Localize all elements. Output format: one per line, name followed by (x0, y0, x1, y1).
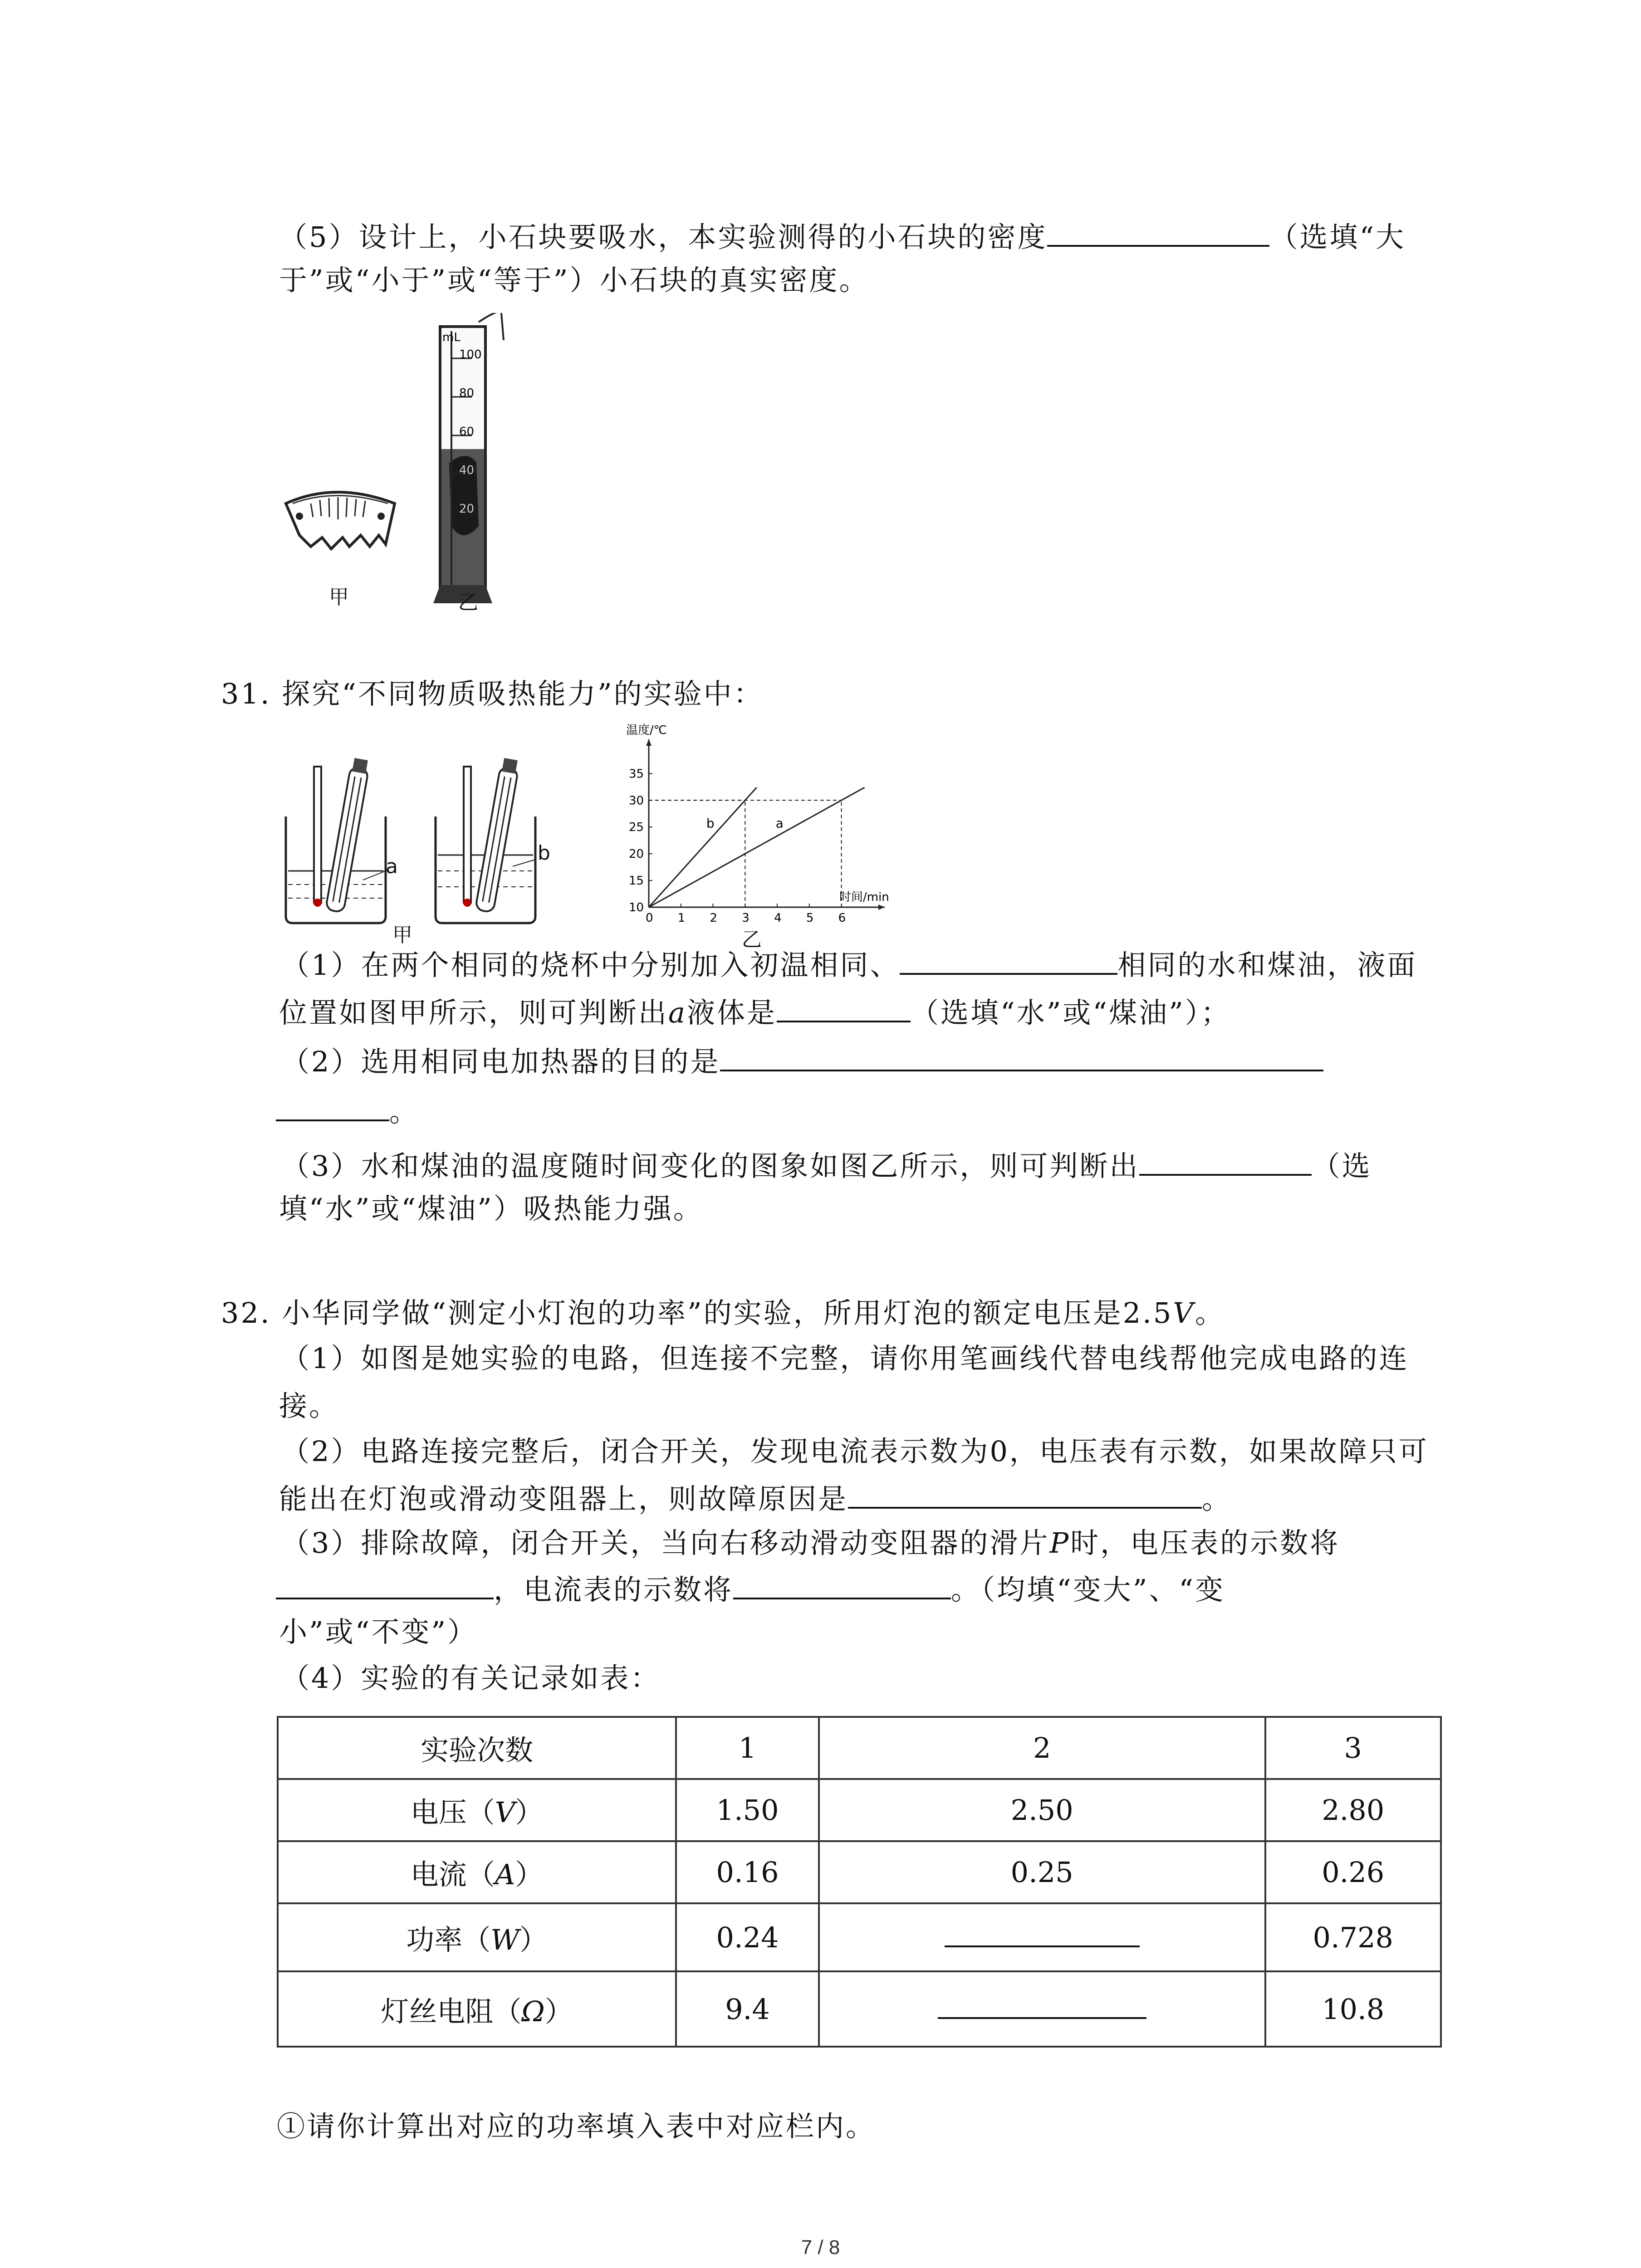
q32-p3-line1: （3）排除故障，闭合开关，当向右移动滑动变阻器的滑片P时，电压表的示数将 (281, 1526, 1340, 1559)
page-number: 7 / 8 (801, 2236, 840, 2258)
y-axis-arrow (646, 739, 652, 746)
row-label: 电流（A） (278, 1841, 676, 1903)
figure-q30 (272, 313, 526, 631)
y-axis-label: 温度/℃ (626, 723, 667, 737)
cylinder-tick-label: 40 (459, 464, 475, 477)
table-cell: 0.25 (819, 1841, 1265, 1903)
table-cell: 0.16 (676, 1841, 819, 1903)
table-row (278, 1971, 1441, 2047)
beaker-a-label: a (386, 855, 398, 878)
answer-blank[interactable] (1047, 218, 1269, 247)
table-cell: 2.80 (1265, 1779, 1441, 1841)
x-tick-label: 0 (646, 911, 653, 925)
x-tick-label: 1 (677, 911, 686, 925)
fig30-label-jia: 甲 (329, 586, 349, 609)
fig30-label-yi: 乙 (458, 591, 478, 614)
temperature-time-chart (622, 712, 912, 939)
y-tick-label: 10 (629, 901, 644, 914)
q31-p1-line2: 位置如图甲所示，则可判断出a液体是 （选填“水”或“煤油”）； (279, 993, 1231, 1031)
x-tick-label: 3 (742, 911, 749, 925)
q32-p3-line2: ，电流表的示数将 。（均填“变大”、“变 (276, 1570, 1225, 1608)
y-tick-label: 15 (629, 874, 644, 888)
series-line-a (649, 787, 865, 907)
table-cell: 10.8 (1265, 1971, 1441, 2047)
answer-blank[interactable] (938, 1999, 1146, 2019)
x-tick-label: 4 (774, 911, 782, 925)
q31-p2-line1: （2）选用相同电加热器的目的是 (281, 1042, 1323, 1080)
table-cell[interactable] (819, 1903, 1265, 1971)
y-tick-label: 25 (629, 821, 644, 835)
balance-dial-icon (286, 492, 395, 549)
q32-note: ①请你计算出对应的功率填入表中对应栏内。 (277, 2110, 876, 2143)
fig31-label-yi: 乙 (742, 928, 762, 951)
table-header-cell: 实验次数 (278, 1717, 676, 1779)
q32-p1-line2: 接。 (279, 1389, 339, 1422)
table-row (278, 1779, 1441, 1841)
beaker-a-icon (286, 758, 386, 923)
fig31-label-jia: 甲 (392, 924, 412, 947)
table-header-row (278, 1717, 1441, 1779)
x-tick-label: 6 (838, 911, 846, 925)
x-axis-label: 时间/min (839, 890, 889, 904)
y-tick-label: 20 (629, 847, 644, 861)
answer-blank[interactable] (900, 946, 1117, 975)
cylinder-unit-label: mL (442, 331, 460, 344)
graduated-cylinder-icon (433, 313, 504, 603)
answer-blank[interactable] (777, 993, 911, 1022)
series-label-a: a (775, 816, 784, 831)
table-cell: 0.26 (1265, 1841, 1441, 1903)
row-label: 灯丝电阻（Ω） (278, 1971, 676, 2047)
series-line-b (649, 787, 757, 907)
answer-blank[interactable] (945, 1927, 1140, 1947)
answer-blank[interactable] (1139, 1147, 1312, 1176)
cylinder-tick-label: 80 (459, 386, 475, 400)
cylinder-tick-label: 60 (459, 425, 475, 439)
q31-title: 31. 探究“不同物质吸热能力”的实验中： (221, 677, 764, 710)
x-tick-label: 5 (806, 911, 814, 925)
row-label: 功率（W） (278, 1903, 676, 1971)
q32-p2-line1: （2）电路连接完整后，闭合开关，发现电流表示数为0，电压表有示数，如果故障只可 (281, 1435, 1429, 1468)
y-tick-label: 30 (629, 794, 644, 808)
q31-p1-line1: （1）在两个相同的烧杯中分别加入初温相同、 相同的水和煤油，液面 (281, 946, 1417, 983)
answer-blank[interactable] (276, 1570, 494, 1599)
table-header-cell: 2 (819, 1717, 1265, 1779)
q32-p2-line2: 能出在灯泡或滑动变阻器上，则故障原因是 。 (279, 1480, 1232, 1517)
answer-blank[interactable] (848, 1480, 1202, 1509)
q31-p3-line1: （3）水和煤油的温度随时间变化的图象如图乙所示，则可判断出 （选 (281, 1147, 1372, 1184)
q32-title: 32. 小华同学做“测定小灯泡的功率”的实验，所用灯泡的额定电压是2.5V。 (221, 1296, 1225, 1330)
table-header-cell: 3 (1265, 1717, 1441, 1779)
series-label-b: b (706, 816, 715, 831)
table-cell: 0.728 (1265, 1903, 1441, 1971)
table-cell: 2.50 (819, 1779, 1265, 1841)
x-tick-label: 2 (710, 911, 718, 925)
q31-p3-line2: 填“水”或“煤油”）吸热能力强。 (279, 1192, 703, 1225)
cylinder-tick-label: 100 (459, 348, 482, 362)
q30-5-line1: （5）设计上，小石块要吸水，本实验测得的小石块的密度 （选填“大 (279, 218, 1406, 255)
table-row (278, 1841, 1441, 1903)
answer-blank[interactable] (733, 1570, 951, 1599)
answer-blank[interactable] (276, 1092, 389, 1121)
experiment-table (277, 1716, 1442, 2048)
y-tick-label: 35 (629, 767, 644, 781)
q30-5-line2: 于”或“小于”或“等于”）小石块的真实密度。 (279, 264, 869, 297)
figure-q31-beakers (277, 748, 576, 939)
answer-blank[interactable] (720, 1042, 1323, 1071)
row-label: 电压（V） (278, 1779, 676, 1841)
table-cell[interactable] (819, 1971, 1265, 2047)
table-cell: 1.50 (676, 1779, 819, 1841)
beaker-b-icon (436, 758, 535, 923)
table-header-cell: 1 (676, 1717, 819, 1779)
beaker-b-label: b (538, 841, 550, 865)
table-cell: 0.24 (676, 1903, 819, 1971)
q32-p1-line1: （1）如图是她实验的电路，但连接不完整，请你用笔画线代替电线帮他完成电路的连 (281, 1342, 1409, 1375)
table-cell: 9.4 (676, 1971, 819, 2047)
q32-p3-line3: 小”或“不变”） (279, 1615, 478, 1648)
table-row (278, 1903, 1441, 1971)
cylinder-tick-label: 20 (459, 502, 475, 516)
q32-p4: （4）实验的有关记录如表： (281, 1662, 661, 1695)
q31-p2-line2: 。 (276, 1092, 419, 1130)
x-axis-arrow (878, 904, 885, 910)
